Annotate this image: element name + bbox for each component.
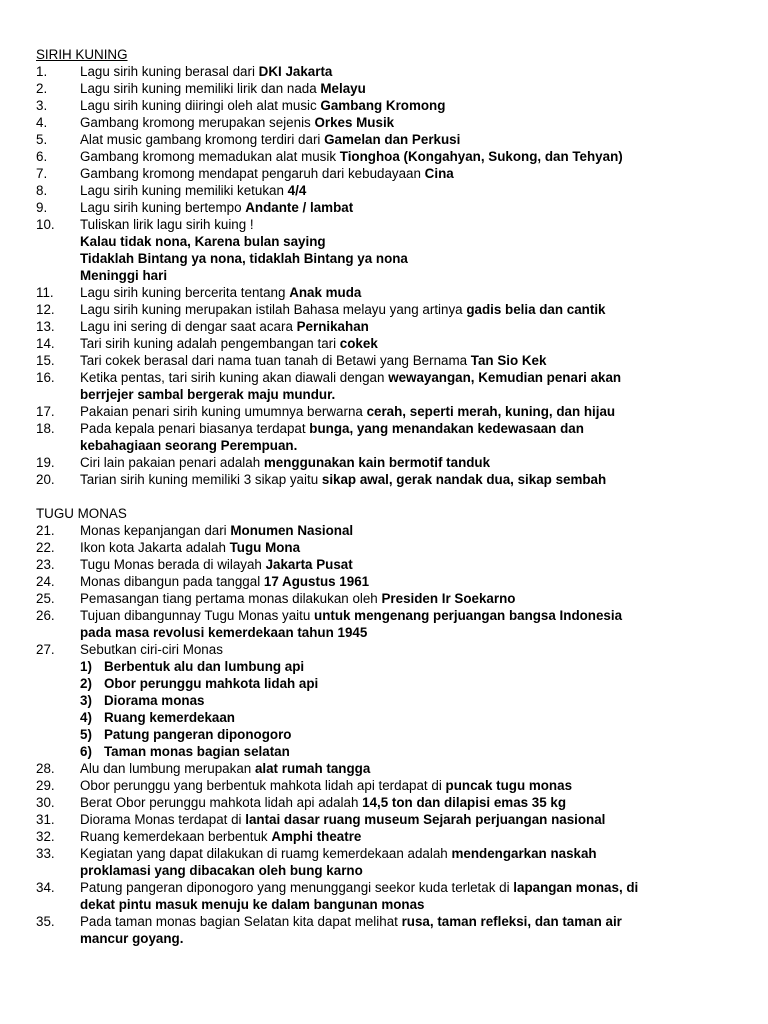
answer-text: Monumen Nasional	[230, 523, 354, 538]
item-text	[80, 284, 361, 301]
list-item	[0, 539, 768, 556]
answer-text: lapangan monas, di	[513, 880, 639, 895]
question-text: Pemasangan tiang pertama monas dilakukan oleh	[80, 591, 382, 606]
item-number: 26.	[36, 608, 55, 623]
question-text: Obor perunggu yang berbentuk mahkota lidah api terdapat di	[80, 778, 446, 793]
item-number: 15.	[36, 353, 55, 368]
question-text: Lagu sirih kuning memiliki lirik dan nada	[80, 81, 321, 96]
answer-text: Cina	[424, 166, 454, 181]
list-item	[0, 590, 768, 607]
question-list-sirih-kuning	[0, 63, 768, 488]
sub-list-item	[0, 692, 768, 709]
sub-item-text: Diorama monas	[104, 693, 205, 708]
answer-text: cokek	[339, 336, 378, 351]
question-text: Monas kepanjangan dari	[80, 523, 231, 538]
sub-item-number: 3)	[80, 693, 92, 708]
list-item	[0, 556, 768, 573]
answer-text: Melayu	[320, 81, 366, 96]
answer-text: berrjejer sambal bergerak maju mundur.	[80, 387, 336, 402]
list-item	[0, 335, 768, 352]
list-item	[0, 760, 768, 777]
item-number: 9.	[36, 200, 48, 215]
answer-text: Tugu Mona	[229, 540, 301, 555]
answer-text: DKI Jakarta	[258, 64, 333, 79]
item-number: 34.	[36, 880, 55, 895]
list-item	[0, 165, 768, 182]
item-text	[80, 794, 566, 811]
list-item	[0, 284, 768, 301]
question-text: Tuliskan lirik lagu sirih kuing !	[80, 217, 254, 232]
item-text	[80, 590, 515, 607]
item-text	[80, 335, 378, 352]
item-number: 22.	[36, 540, 55, 555]
answer-text: Gamelan dan Perkusi	[324, 132, 461, 147]
answer-text: rusa, taman refleksi, dan taman air	[401, 914, 622, 929]
answer-text: Gambang Kromong	[320, 98, 446, 113]
list-item-continuation	[0, 233, 768, 250]
item-number: 7.	[36, 166, 48, 181]
list-item	[0, 131, 768, 148]
answer-text: mendengarkan naskah	[451, 846, 597, 861]
item-text	[80, 777, 572, 794]
item-number: 25.	[36, 591, 55, 606]
item-number: 28.	[36, 761, 55, 776]
item-number: 20.	[36, 472, 55, 487]
item-text	[80, 318, 369, 335]
item-text	[80, 556, 353, 573]
item-number: 2.	[36, 81, 48, 96]
list-item-continuation	[0, 624, 768, 641]
item-text	[80, 454, 490, 471]
list-item-continuation	[0, 437, 768, 454]
item-number: 3.	[36, 98, 48, 113]
item-text	[80, 437, 297, 454]
answer-text: lantai dasar ruang museum Sejarah perjuangan nasional	[245, 812, 606, 827]
answer-text: Orkes Musik	[314, 115, 395, 130]
question-text: Lagu sirih kuning memiliki ketukan	[80, 183, 288, 198]
answer-text: Presiden Ir Soekarno	[381, 591, 516, 606]
item-number: 21.	[36, 523, 55, 538]
answer-text: Amphi theatre	[271, 829, 362, 844]
item-text	[80, 522, 353, 539]
list-item	[0, 913, 768, 930]
item-text	[80, 233, 326, 250]
item-number: 4.	[36, 115, 48, 130]
item-number: 1.	[36, 64, 48, 79]
list-item	[0, 794, 768, 811]
answer-text: kebahagiaan seorang Perempuan.	[80, 438, 298, 453]
sub-item-text: Obor perunggu mahkota lidah api	[104, 676, 319, 691]
item-text	[80, 641, 223, 658]
answer-text: Tionghoa (Kongahyan, Sukong, dan Tehyan)	[339, 149, 623, 164]
item-text	[80, 760, 370, 777]
item-number: 24.	[36, 574, 55, 589]
item-number: 27.	[36, 642, 55, 657]
answer-text: Tan Sio Kek	[470, 353, 547, 368]
sub-list-item	[0, 743, 768, 760]
list-item	[0, 148, 768, 165]
answer-text: Meninggi hari	[80, 268, 168, 283]
section-title-tugu-monas: TUGU MONAS	[36, 506, 127, 521]
list-item	[0, 777, 768, 794]
item-text	[80, 182, 306, 199]
question-text: Alat music gambang kromong terdiri dari	[80, 132, 325, 147]
item-number: 23.	[36, 557, 55, 572]
item-number: 5.	[36, 132, 48, 147]
item-number: 14.	[36, 336, 55, 351]
list-item-continuation	[0, 862, 768, 879]
answer-text: Anak muda	[289, 285, 362, 300]
answer-text: alat rumah tangga	[254, 761, 371, 776]
item-number: 10.	[36, 217, 55, 232]
sub-item-number: 5)	[80, 727, 92, 742]
item-text	[80, 811, 605, 828]
answer-text: proklamasi yang dibacakan oleh bung karno	[80, 863, 363, 878]
list-item	[0, 811, 768, 828]
question-text: Gambang kromong mendapat pengaruh dari kebudayaan	[80, 166, 425, 181]
question-text: Ikon kota Jakarta adalah	[80, 540, 230, 555]
question-text: Gambang kromong memadukan alat musik	[80, 149, 340, 164]
item-number: 11.	[36, 285, 54, 300]
question-text: Lagu sirih kuning bertempo	[80, 200, 246, 215]
question-text: Tugu Monas berada di wilayah	[80, 557, 266, 572]
question-text: Lagu sirih kuning merupakan istilah Bahasa melayu yang artinya	[80, 302, 467, 317]
item-text	[80, 386, 335, 403]
sub-list-item	[0, 726, 768, 743]
list-item-continuation	[0, 896, 768, 913]
item-text	[80, 63, 332, 80]
item-text	[80, 913, 622, 930]
item-number: 8.	[36, 183, 48, 198]
list-item-continuation	[0, 386, 768, 403]
question-text: Ciri lain pakaian penari adalah	[80, 455, 264, 470]
question-text: Pada taman monas bagian Selatan kita dapat melihat	[80, 914, 402, 929]
question-text: Kegiatan yang dapat dilakukan di ruamg kemerdekaan adalah	[80, 846, 452, 861]
sub-item-number: 6)	[80, 744, 92, 759]
item-text	[80, 403, 615, 420]
item-number: 12.	[36, 302, 55, 317]
question-text: Sebutkan ciri-ciri Monas	[80, 642, 223, 657]
question-text: Ruang kemerdekaan berbentuk	[80, 829, 272, 844]
item-text	[80, 369, 621, 386]
list-item	[0, 828, 768, 845]
list-item	[0, 845, 768, 862]
question-text: Diorama Monas terdapat di	[80, 812, 246, 827]
item-number: 18.	[36, 421, 55, 436]
section-title-sirih-kuning: SIRIH KUNING	[36, 47, 128, 62]
answer-text: dekat pintu masuk menuju ke dalam bangunan monas	[80, 897, 425, 912]
item-number: 33.	[36, 846, 55, 861]
question-text: Tari sirih kuning adalah pengembangan tari	[80, 336, 340, 351]
list-item	[0, 97, 768, 114]
sub-list-item	[0, 709, 768, 726]
answer-text: menggunakan kain bermotif tanduk	[263, 455, 491, 470]
list-item-continuation	[0, 250, 768, 267]
item-text	[80, 97, 445, 114]
item-text	[80, 199, 353, 216]
item-number: 32.	[36, 829, 55, 844]
answer-text: Jakarta Pusat	[265, 557, 353, 572]
list-item	[0, 420, 768, 437]
sub-item-text: Ruang kemerdekaan	[104, 710, 235, 725]
section-spacer	[0, 488, 768, 505]
item-number: 29.	[36, 778, 55, 793]
sub-item-text: Taman monas bagian selatan	[104, 744, 290, 759]
sub-item-number: 2)	[80, 676, 92, 691]
question-text: Ketika pentas, tari sirih kuning akan diawali dengan	[80, 370, 389, 385]
answer-text: wewayangan, Kemudian penari akan	[388, 370, 622, 385]
question-text: Patung pangeran diponogoro yang menunggangi seekor kuda terletak di	[80, 880, 514, 895]
question-text: Lagu sirih kuning bercerita tentang	[80, 285, 290, 300]
question-text: Pada kepala penari biasanya terdapat	[80, 421, 310, 436]
sub-item-text: Patung pangeran diponogoro	[104, 727, 292, 742]
list-item	[0, 80, 768, 97]
item-number: 35.	[36, 914, 55, 929]
answer-text: mancur goyang.	[80, 931, 184, 946]
question-text: Gambang kromong merupakan sejenis	[80, 115, 315, 130]
answer-text: sikap awal, gerak nandak dua, sikap sembah	[321, 472, 607, 487]
item-number: 13.	[36, 319, 55, 334]
answer-text: Tidaklah Bintang ya nona, tidaklah Bintang ya nona	[80, 251, 408, 266]
answer-text: 17 Agustus 1961	[263, 574, 370, 589]
question-text: Lagu ini sering di dengar saat acara	[80, 319, 297, 334]
item-number: 30.	[36, 795, 55, 810]
list-item	[0, 369, 768, 386]
list-item	[0, 182, 768, 199]
list-item	[0, 63, 768, 80]
question-text: Tarian sirih kuning memiliki 3 sikap yaitu	[80, 472, 322, 487]
item-text	[80, 148, 623, 165]
question-text: Tujuan dibangunnay Tugu Monas yaitu	[80, 608, 315, 623]
item-text	[80, 165, 454, 182]
answer-text: 14,5 ton dan dilapisi emas 35 kg	[362, 795, 567, 810]
answer-text: bunga, yang menandakan kedewasaan dan	[309, 421, 584, 436]
item-text	[80, 114, 394, 131]
sub-item-number: 4)	[80, 710, 92, 725]
item-text	[80, 131, 460, 148]
answer-text: Kalau tidak nona, Karena bulan saying	[80, 234, 326, 249]
item-text	[80, 352, 546, 369]
list-item	[0, 607, 768, 624]
sub-item-text: Berbentuk alu dan lumbung api	[104, 659, 305, 674]
item-text	[80, 879, 638, 896]
question-list-tugu-monas	[0, 522, 768, 947]
list-item-continuation	[0, 267, 768, 284]
answer-text: gadis belia dan cantik	[466, 302, 606, 317]
item-text	[80, 896, 425, 913]
list-item	[0, 114, 768, 131]
list-item	[0, 454, 768, 471]
list-item	[0, 199, 768, 216]
answer-text: cerah, seperti merah, kuning, dan hijau	[366, 404, 616, 419]
list-item	[0, 318, 768, 335]
item-text	[80, 420, 584, 437]
list-item	[0, 352, 768, 369]
list-item	[0, 641, 768, 658]
item-number: 31.	[36, 812, 55, 827]
question-text: Lagu sirih kuning berasal dari	[80, 64, 259, 79]
list-item	[0, 403, 768, 420]
list-item-continuation	[0, 930, 768, 947]
answer-text: pada masa revolusi kemerdekaan tahun 1945	[80, 625, 368, 640]
item-text	[80, 216, 254, 233]
item-text	[80, 301, 606, 318]
sub-list-item	[0, 675, 768, 692]
list-item	[0, 573, 768, 590]
list-item	[0, 216, 768, 233]
item-text	[80, 80, 366, 97]
question-text: Berat Obor perunggu mahkota lidah api adalah	[80, 795, 363, 810]
item-number: 19.	[36, 455, 55, 470]
question-text: Pakaian penari sirih kuning umumnya berwarna	[80, 404, 367, 419]
sub-item-number: 1)	[80, 659, 92, 674]
answer-text: Andante / lambat	[245, 200, 354, 215]
item-text	[80, 624, 367, 641]
list-item	[0, 471, 768, 488]
item-text	[80, 930, 183, 947]
item-text	[80, 607, 622, 624]
question-text: Alu dan lumbung merupakan	[80, 761, 255, 776]
question-text: Tari cokek berasal dari nama tuan tanah di Betawi yang Bernama	[80, 353, 471, 368]
item-number: 6.	[36, 149, 48, 164]
answer-text: untuk mengenang perjuangan bangsa Indonesia	[314, 608, 623, 623]
item-number: 16.	[36, 370, 55, 385]
item-number: 17.	[36, 404, 55, 419]
answer-text: Pernikahan	[296, 319, 369, 334]
item-text	[80, 828, 361, 845]
question-text: Lagu sirih kuning diiringi oleh alat music	[80, 98, 321, 113]
item-text	[80, 250, 408, 267]
list-item	[0, 301, 768, 318]
item-text	[80, 471, 606, 488]
item-text	[80, 267, 167, 284]
answer-text: 4/4	[287, 183, 307, 198]
item-text	[80, 845, 597, 862]
list-item	[0, 879, 768, 896]
item-text	[80, 573, 369, 590]
item-text	[80, 862, 363, 879]
question-text: Monas dibangun pada tanggal	[80, 574, 264, 589]
sub-list-item	[0, 658, 768, 675]
item-text	[80, 539, 300, 556]
answer-text: puncak tugu monas	[445, 778, 573, 793]
list-item	[0, 522, 768, 539]
